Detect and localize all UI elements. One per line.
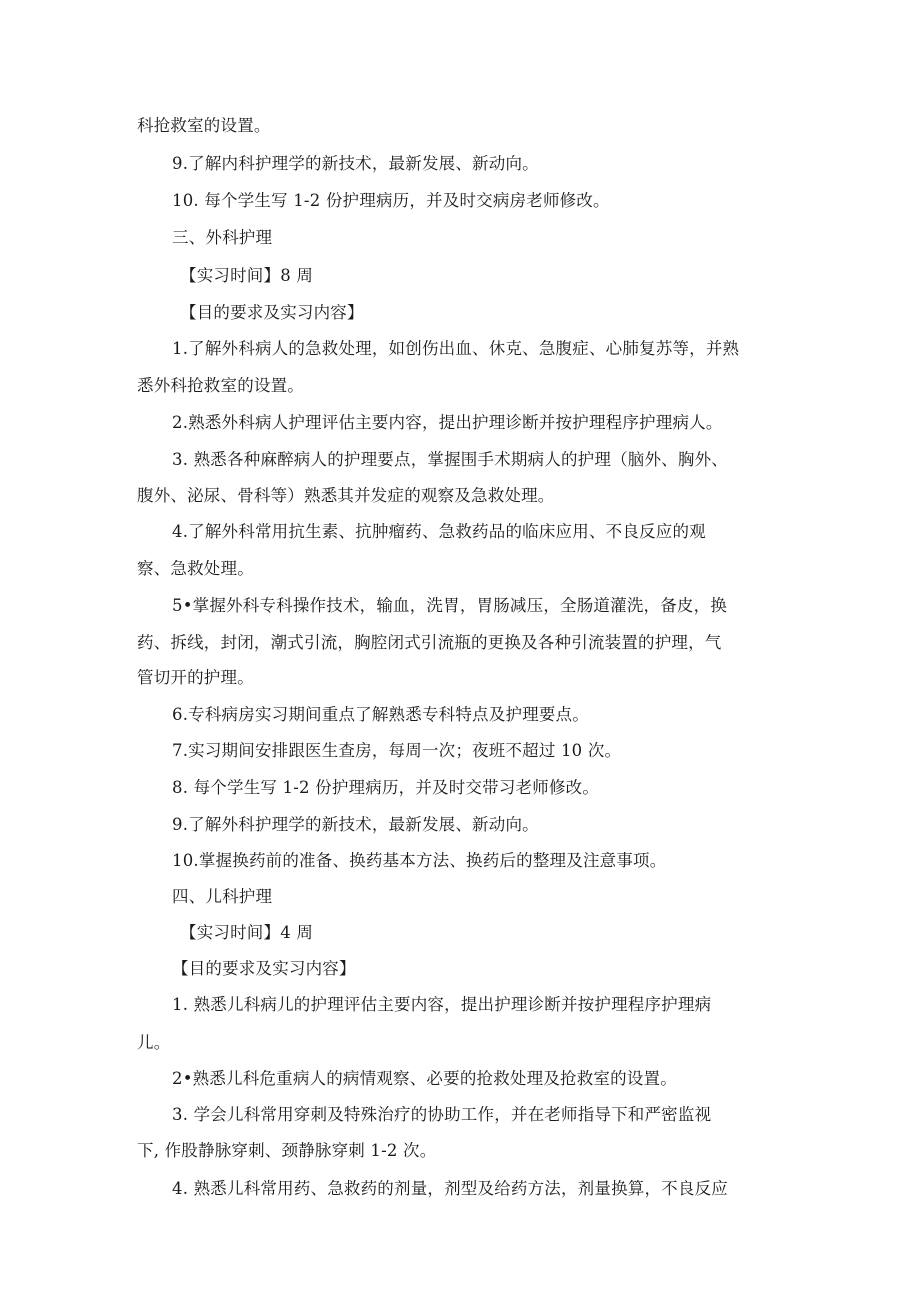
text-line: 1. 熟悉儿科病儿的护理评估主要内容，提出护理诊断并按护理程序护理病 — [172, 995, 712, 1014]
text-line: 3. 熟悉各种麻醉病人的护理要点，掌握围手术期病人的护理（脑外、胸外、 — [172, 450, 728, 469]
text-line: 药、拆线，封闭，潮式引流，胸腔闭式引流瓶的更换及各种引流装置的护理，气 — [137, 633, 722, 652]
text-line: 5•掌握外科专科操作技术，输血，洗胃，胃肠减压，全肠道灌洗，备皮，换 — [172, 596, 728, 615]
text-line: 2•熟悉儿科危重病人的病情观察、必要的抢救处理及抢救室的设置。 — [172, 1069, 677, 1088]
text-line: 下, 作股静脉穿刺、颈静脉穿刺 1-2 次。 — [137, 1141, 437, 1160]
text-line: 4.了解外科常用抗生素、抗肿瘤药、急救药品的临床应用、不良反应的观 — [172, 522, 706, 541]
text-line: 10.掌握换药前的准备、换药基本方法、换药后的整理及注意事项。 — [172, 851, 667, 870]
text-line: 9.了解内科护理学的新技术，最新发展、新动向。 — [172, 154, 539, 173]
text-line: 6.专科病房实习期间重点了解熟悉专科特点及护理要点。 — [172, 705, 589, 724]
section-heading: 四、儿科护理 — [172, 887, 273, 906]
text-line: 4. 熟悉儿科常用药、急救药的剂量，剂型及给药方法，剂量换算，不良反应 — [172, 1179, 728, 1198]
text-line: 9.了解外科护理学的新技术，最新发展、新动向。 — [172, 815, 539, 834]
text-line: 悉外科抢救室的设置。 — [137, 376, 304, 395]
text-line: 腹外、泌尿、骨科等）熟悉其并发症的观察及急救处理。 — [137, 486, 555, 505]
text-line: 10. 每个学生写 1-2 份护理病历，并及时交病房老师修改。 — [172, 191, 610, 210]
text-line: 1.了解外科病人的急救处理，如创伤出血、休克、急腹症、心肺复苏等，并熟 — [172, 339, 740, 358]
section-heading: 三、外科护理 — [172, 228, 273, 247]
text-line: 【目的要求及实习内容】 — [172, 959, 356, 978]
text-line: 察、急救处理。 — [137, 559, 254, 578]
text-line: 【目的要求及实习内容】 — [180, 303, 364, 322]
text-line: 【实习时间】8 周 — [180, 266, 314, 285]
text-line: 管切开的护理。 — [137, 668, 254, 687]
text-line: 【实习时间】4 周 — [180, 923, 314, 942]
text-line: 7.实习期间安排跟医生查房，每周一次；夜班不超过 10 次。 — [172, 741, 622, 760]
text-line: 2.熟悉外科病人护理评估主要内容，提出护理诊断并按护理程序护理病人。 — [172, 413, 723, 432]
text-line: 儿。 — [137, 1033, 171, 1052]
text-line: 3. 学会儿科常用穿刺及特殊治疗的协助工作，并在老师指导下和严密监视 — [172, 1105, 712, 1124]
text-line: 科抢救室的设置。 — [137, 116, 271, 135]
text-line: 8. 每个学生写 1-2 份护理病历，并及时交带习老师修改。 — [172, 778, 600, 797]
